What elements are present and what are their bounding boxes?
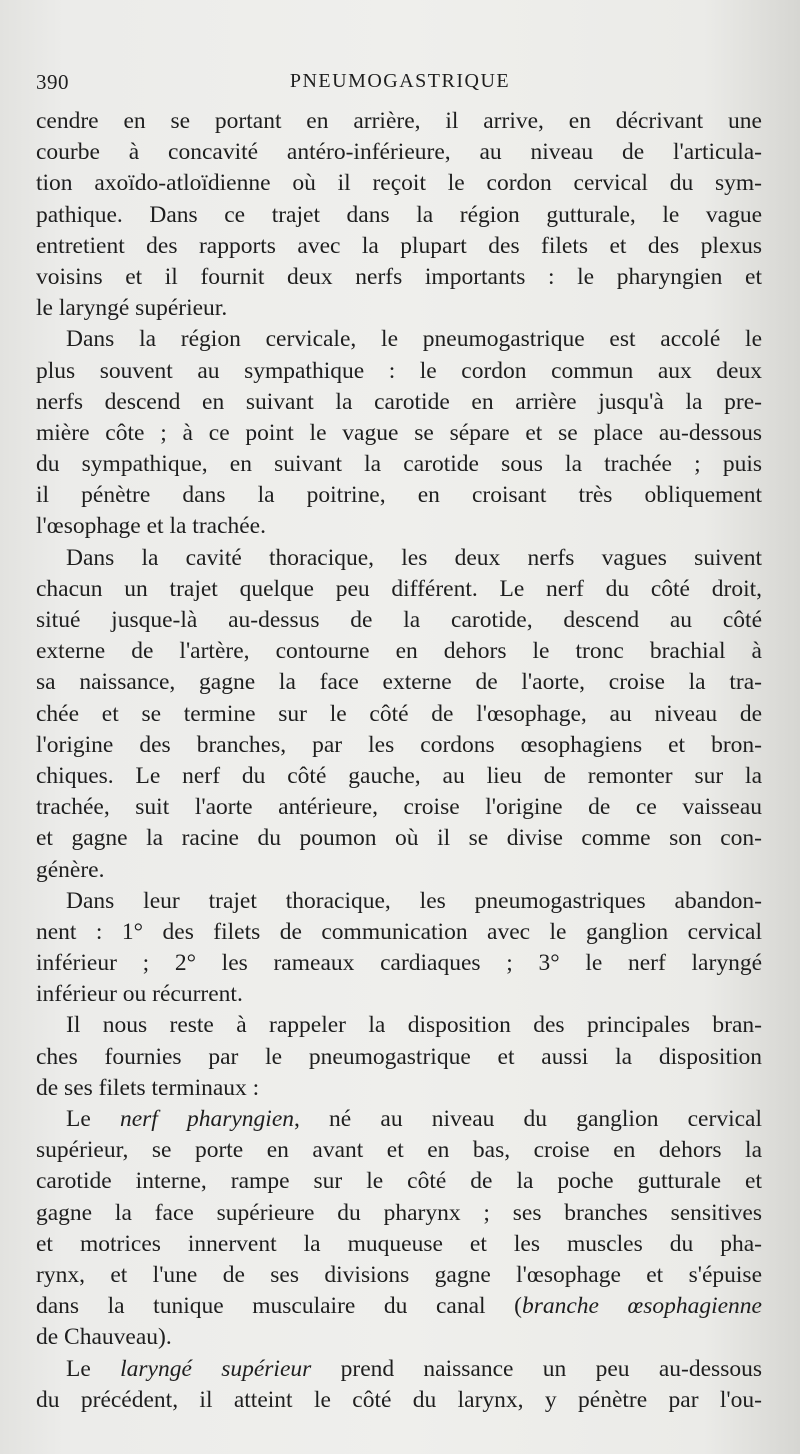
text-line: chiques. Le nerf du côté gauche, au lieu de remonter sur la: [36, 762, 762, 789]
paragraph: [36, 324, 762, 542]
text-line: entretient des rapports avec la plupart des filets et des plexus: [36, 232, 762, 259]
italic-term: branche œsophagienne: [521, 1293, 762, 1320]
paragraph: [36, 543, 762, 886]
page-header: [36, 70, 764, 100]
text-line: chée et se termine sur le côté de l'œsophage, au niveau de: [36, 700, 762, 727]
paragraph: [36, 886, 762, 1011]
text-line: tion axoïdo-atloïdienne où il reçoit le cordon cervical du sym-: [36, 170, 762, 197]
text-line: l'origine des branches, par les cordons œsophagiens et bron-: [36, 731, 762, 758]
text-line: Le laryngé supérieur prend naissance un peu au-dessous: [66, 1355, 762, 1382]
text-line: Il nous reste à rappeler la disposition des principales bran-: [66, 1012, 762, 1039]
text-line: Dans leur trajet thoracique, les pneumogastriques abandon-: [66, 887, 762, 914]
text-line: voisins et il fournit deux nerfs importants : le pharyngien et: [36, 263, 762, 290]
text-line: et gagne la racine du poumon où il se divise comme son con-: [36, 825, 762, 852]
text-line: inférieur ou récurrent.: [36, 981, 243, 1008]
paragraph: [36, 106, 762, 324]
text-line: Le nerf pharyngien, né au niveau du ganglion cervical: [66, 1106, 762, 1132]
text-line: nent : 1° des filets de communication avec le ganglion cervical: [36, 918, 762, 945]
text-line: il pénètre dans la poitrine, en croisant très obliquement: [36, 482, 762, 509]
text-line: ches fournies par le pneumogastrique et aussi la disposition: [36, 1043, 762, 1070]
text-line: dans la tunique musculaire du canal (branche œsophagienne: [36, 1293, 762, 1320]
text-line: Dans la cavité thoracique, les deux nerfs vagues suivent: [66, 544, 762, 571]
italic-term: laryngé supérieur: [120, 1355, 312, 1382]
running-title: PNEUMOGASTRIQUE: [289, 70, 511, 92]
text-line: nerfs descend en suivant la carotide en arrière jusqu'à la pre-: [36, 388, 762, 415]
text-line: chacun un trajet quelque peu différent. Le nerf du côté droit,: [36, 575, 762, 602]
text-line: génère.: [36, 856, 105, 883]
text-line: externe de l'artère, contourne en dehors le tronc brachial à: [36, 638, 762, 665]
text-line: du sympathique, en suivant la carotide sous la trachée ; puis: [36, 451, 762, 478]
text-line: du précédent, il atteint le côté du larynx, y pénètre par l'ou-: [36, 1386, 762, 1413]
paragraph: [36, 1354, 762, 1416]
text-line: Dans la région cervicale, le pneumogastrique est accolé le: [66, 326, 762, 353]
text-line: de Chauveau).: [36, 1324, 172, 1351]
text-line: le laryngé supérieur.: [36, 295, 228, 322]
text-line: situé jusque-là au-dessus de la carotide, descend au côté: [36, 607, 762, 633]
text-line: cendre en se portant en arrière, il arrive, en décrivant une: [36, 108, 762, 134]
body-text: [36, 106, 762, 1416]
text-line: pathique. Dans ce trajet dans la région gutturale, le vague: [36, 201, 762, 228]
text-line: carotide interne, rampe sur le côté de la poche gutturale et: [36, 1168, 762, 1195]
text-line: sa naissance, gagne la face externe de l'aorte, croise la tra-: [36, 669, 762, 696]
paragraph: [36, 1010, 762, 1104]
text-line: mière côte ; à ce point le vague se sépare et se place au-dessous: [36, 419, 762, 446]
page-number: 390: [36, 70, 69, 94]
paragraph: [36, 1104, 762, 1354]
text-line: trachée, suit l'aorte antérieure, croise l'origine de ce vaisseau: [36, 794, 762, 821]
text-line: courbe à concavité antéro-inférieure, au niveau de l'articula-: [36, 139, 762, 166]
text-line: et motrices innervent la muqueuse et les muscles du pha-: [36, 1230, 762, 1257]
text-line: inférieur ; 2° les rameaux cardiaques ; 3° le nerf laryngé: [36, 950, 762, 977]
text-line: plus souvent au sympathique : le cordon commun aux deux: [36, 357, 762, 384]
text-line: rynx, et l'une de ses divisions gagne l'œsophage et s'épuise: [36, 1261, 762, 1288]
text-line: gagne la face supérieure du pharynx ; ses branches sensitives: [36, 1199, 762, 1226]
text-line: de ses filets terminaux :: [36, 1074, 260, 1101]
text-line: supérieur, se porte en avant et en bas, croise en dehors la: [36, 1137, 762, 1164]
text-line: l'œsophage et la trachée.: [36, 513, 266, 540]
italic-term: nerf pharyngien: [119, 1106, 295, 1132]
